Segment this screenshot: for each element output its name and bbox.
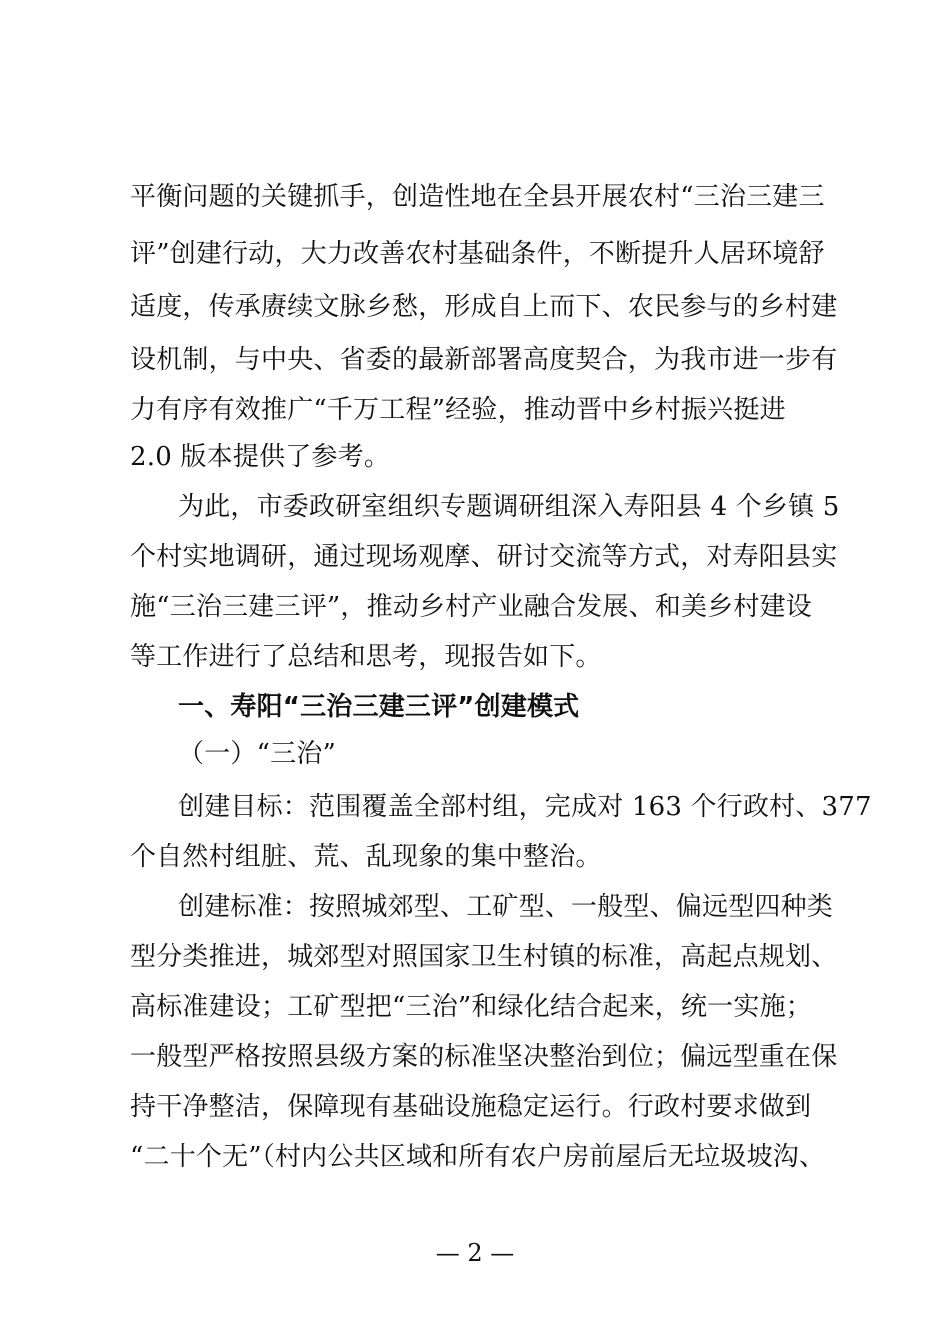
paragraph-line: 施“三治三建三评”，推动乡村产业融合发展、和美乡村建设 (130, 592, 812, 622)
paragraph-line: 创建标准：按照城郊型、工矿型、一般型、偏远型四种类 (178, 892, 834, 922)
paragraph-line: 持干净整洁，保障现有基础设施稳定运行。行政村要求做到 (130, 1092, 812, 1122)
paragraph-line: 创建目标：范围覆盖全部村组，完成对 163 个行政村、377 (178, 792, 872, 822)
paragraph-line: 力有序有效推广“千万工程”经验，推动晋中乡村振兴挺进 (130, 395, 786, 425)
paragraph-line: 评”创建行动，大力改善农村基础条件，不断提升人居环境舒 (130, 239, 825, 269)
paragraph-line: 平衡问题的关键抓手，创造性地在全县开展农村“三治三建三 (130, 182, 825, 212)
page-number: — 2 — (435, 1239, 515, 1267)
paragraph-line: 设机制，与中央、省委的最新部署高度契合，为我市进一步有 (130, 345, 838, 375)
paragraph-line: 个自然村组脏、荒、乱现象的集中整治。 (130, 842, 602, 872)
paragraph-line: 为此，市委政研室组织专题调研组深入寿阳县 4 个乡镇 5 (178, 492, 840, 522)
paragraph-line: “二十个无”（村内公共区域和所有农户房前屋后无垃圾坡沟、 (130, 1142, 826, 1172)
subsection-heading: （一）“三治” (178, 739, 336, 769)
paragraph-line: 等工作进行了总结和思考，现报告如下。 (130, 642, 602, 672)
paragraph-line: 适度，传承赓续文脉乡愁，形成自上而下、农民参与的乡村建 (130, 292, 838, 322)
paragraph-line: 个村实地调研，通过现场观摩、研讨交流等方式，对寿阳县实 (130, 542, 838, 572)
paragraph-line: 2.0 版本提供了参考。 (130, 442, 391, 472)
section-heading: 一、寿阳“三治三建三评”创建模式 (178, 692, 580, 722)
paragraph-line: 一般型严格按照县级方案的标准坚决整治到位；偏远型重在保 (130, 1042, 838, 1072)
paragraph-line: 型分类推进，城郊型对照国家卫生村镇的标准，高起点规划、 (130, 942, 838, 972)
paragraph-line: 高标准建设；工矿型把“三治”和绿化结合起来，统一实施； (130, 992, 812, 1022)
